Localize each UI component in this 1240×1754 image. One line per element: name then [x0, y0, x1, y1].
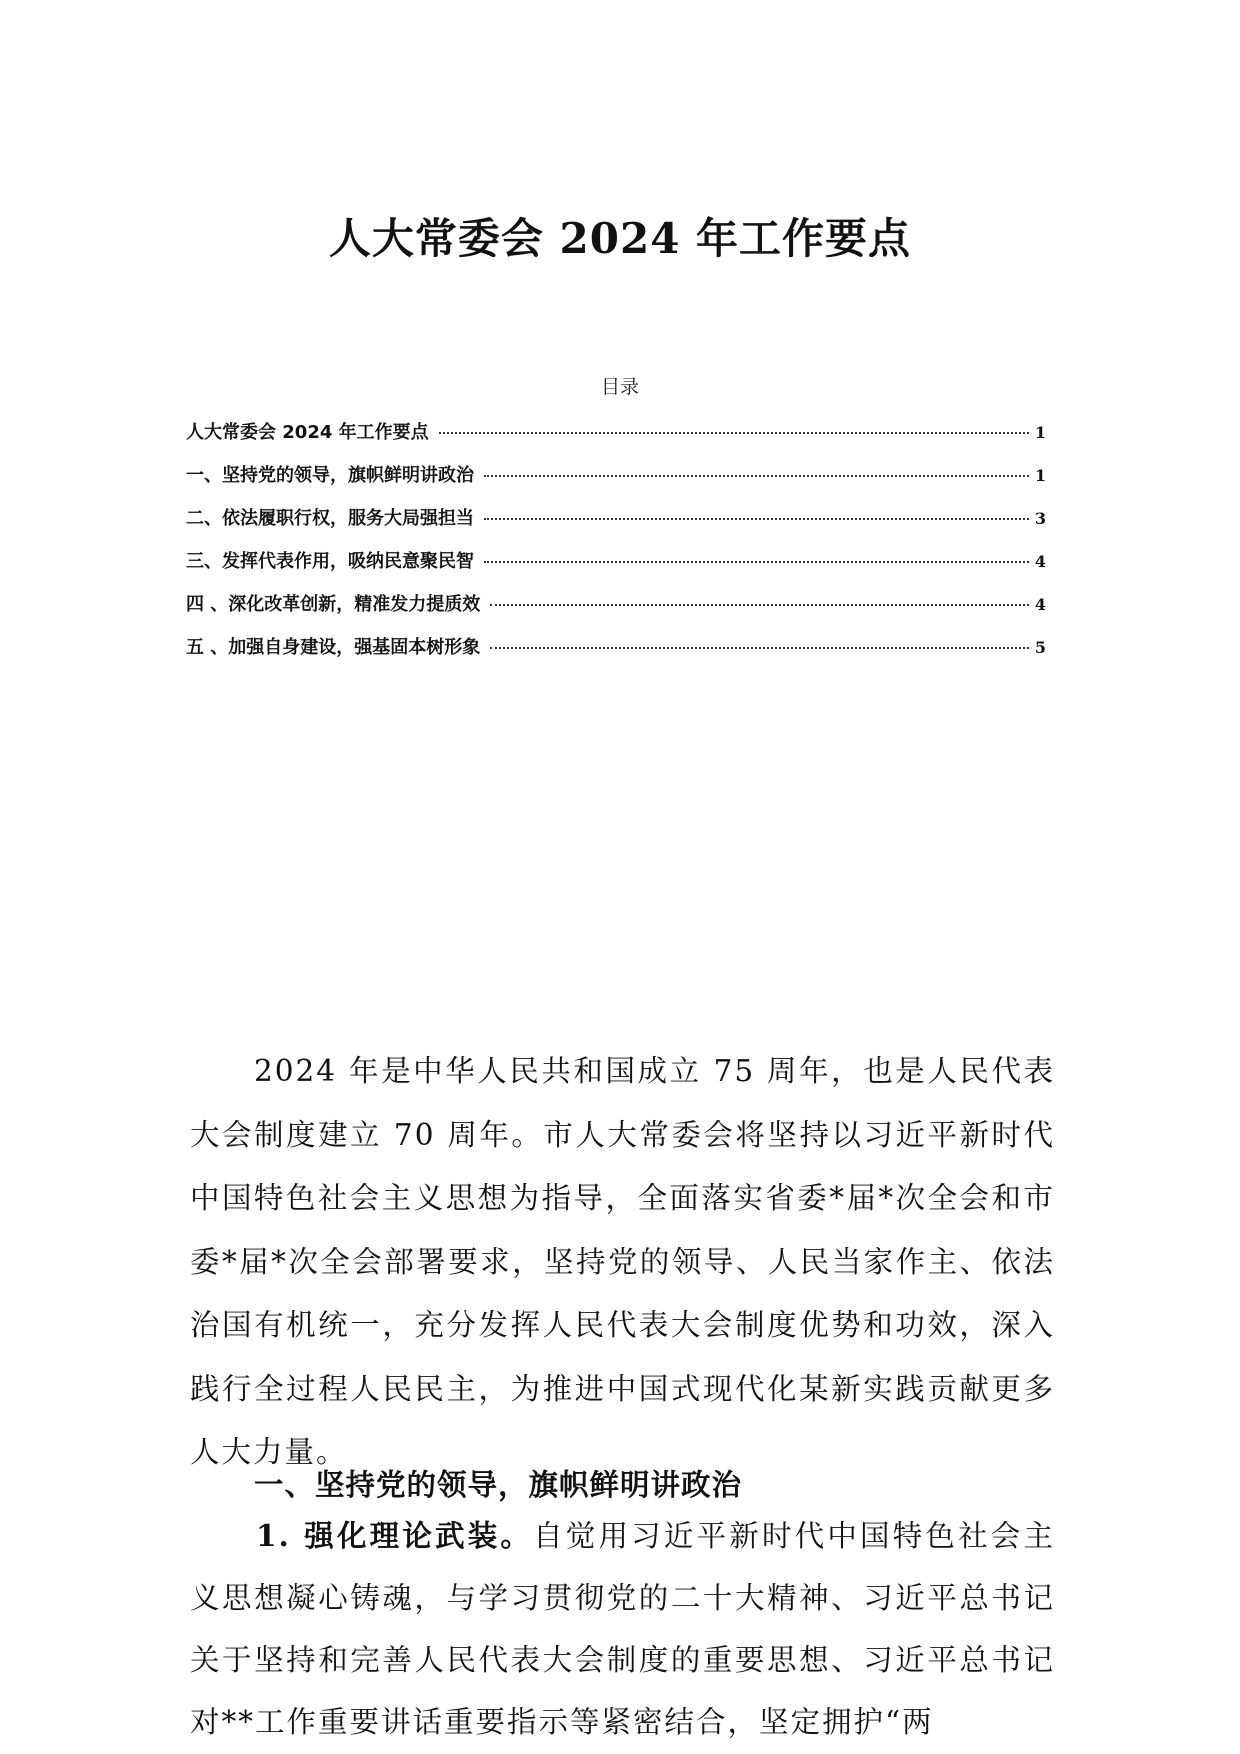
- toc-entry-label: 三、发挥代表作用，吸纳民意聚民智: [186, 551, 474, 572]
- subsection-lead: 1. 强化理论武装。: [256, 1518, 534, 1553]
- toc-entry-page: 4: [1034, 552, 1046, 571]
- toc-entry-label: 四 、深化改革创新，精准发力提质效: [186, 594, 481, 615]
- toc-leader-dots: [484, 518, 1029, 520]
- subsection-paragraph: [190, 1505, 1055, 1753]
- subsection-text: 自觉用习近平新时代中国特色社会主义思想凝心铸魂，与学习贯彻党的二十大精神、习近平总书记关于坚持和完善人民代表大会制度的重要思想、习近平总书记对**工作重要讲话重要指示等紧密结合，坚定拥护“两: [190, 1519, 1055, 1739]
- toc-leader-dots: [484, 475, 1029, 477]
- document-title: 人大常委会 2024 年工作要点: [328, 214, 912, 263]
- intro-paragraph: 2024 年是中华人民共和国成立 75 周年，也是人民代表大会制度建立 70 周年。市人大常委会将坚持以习近平新时代中国特色社会主义思想为指导，全面落实省委*届*次全会和市委*届*次全会部署要求，坚持党的领导、人民当家作主、依法治国有机统一，充分发挥人民代表大会制度优势和功效，深入践行全过程人民民主，为推进中国式现代化某新实践贡献更多人大力量。: [190, 1054, 1055, 1469]
- toc-leader-dots: [439, 432, 1029, 434]
- toc-entry-page: 4: [1034, 595, 1046, 614]
- toc-entry-page: 5: [1034, 638, 1046, 657]
- table-of-contents: [186, 418, 1046, 676]
- toc-entry-page: 1: [1034, 423, 1046, 442]
- toc-leader-dots: [490, 604, 1029, 606]
- toc-entry-label: 一、坚持党的领导，旗帜鲜明讲政治: [186, 465, 474, 486]
- toc-entry[interactable]: [186, 504, 1046, 547]
- toc-entry-label: 人大常委会 2024 年工作要点: [186, 422, 429, 443]
- toc-leader-dots: [490, 647, 1029, 649]
- toc-entry-label: 二、依法履职行权，服务大局强担当: [186, 508, 474, 529]
- toc-entry[interactable]: [186, 418, 1046, 461]
- toc-entry[interactable]: [186, 590, 1046, 633]
- toc-entry-page: 3: [1034, 509, 1046, 528]
- toc-entry-label: 五 、加强自身建设，强基固本树形象: [186, 637, 481, 658]
- toc-leader-dots: [484, 561, 1029, 563]
- toc-entry[interactable]: [186, 461, 1046, 504]
- toc-entry[interactable]: [186, 547, 1046, 590]
- toc-heading: 目录: [600, 376, 639, 398]
- section-heading: 一、坚持党的领导，旗帜鲜明讲政治: [254, 1467, 743, 1502]
- toc-entry[interactable]: [186, 633, 1046, 676]
- toc-entry-page: 1: [1034, 466, 1046, 485]
